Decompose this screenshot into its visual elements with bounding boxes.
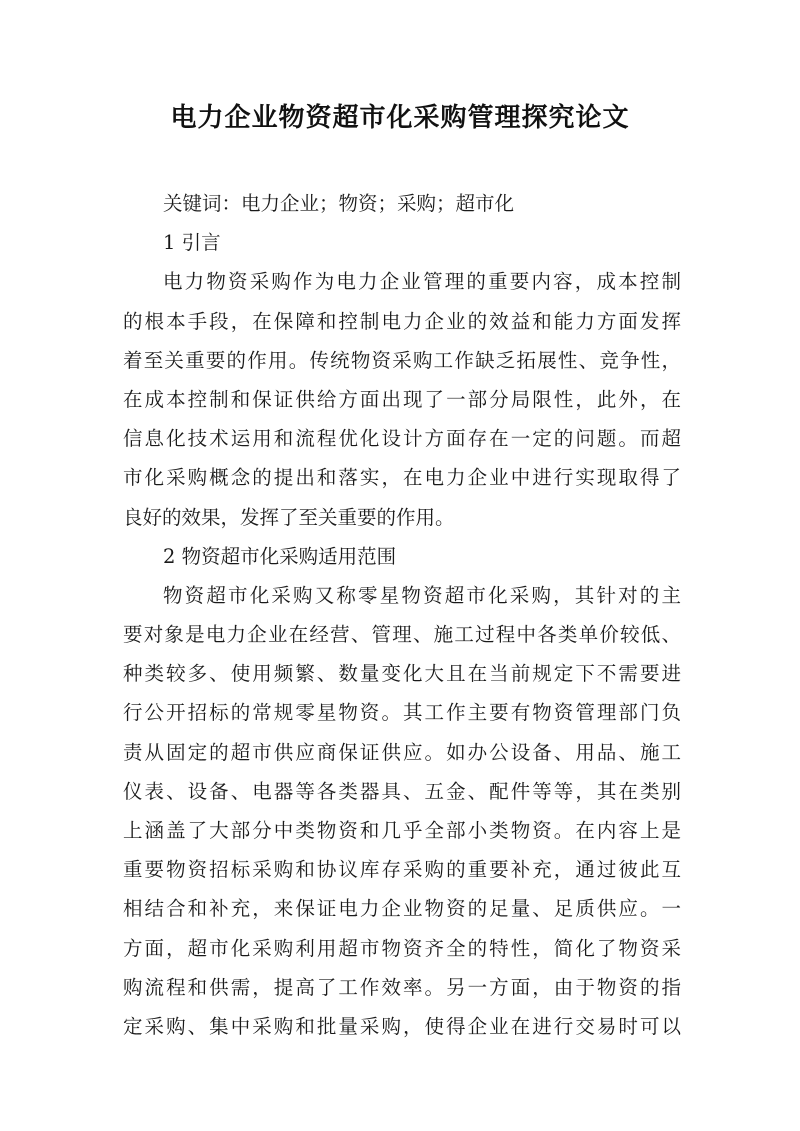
text-line: 信息化技术运用和流程优化设计方面存在一定的问题。而超	[123, 427, 681, 451]
text-line: 仪表、设备、电器等各类器具、五金、配件等等，其在类别	[123, 779, 681, 803]
text-line: 要对象是电力企业在经营、管理、施工过程中各类单价较低、	[123, 623, 681, 647]
text-line: 关键词：电力企业；物资；采购；超市化	[163, 192, 515, 215]
text-line: 购流程和供需，提高了工作效率。另一方面，由于物资的指	[123, 975, 681, 999]
text-line: 种类较多、使用频繁、数量变化大且在当前规定下不需要进	[123, 662, 681, 686]
text-line: 物资超市化采购又称零星物资超市化采购，其针对的主	[163, 583, 681, 607]
text-line: 行公开招标的常规零星物资。其工作主要有物资管理部门负	[123, 701, 681, 725]
text-line: 在成本控制和保证供给方面出现了一部分局限性，此外，在	[123, 387, 681, 411]
text-line: 2 物资超市化采购适用范围	[163, 544, 397, 568]
document-body	[123, 184, 681, 1046]
text-line: 责从固定的超市供应商保证供应。如办公设备、用品、施工	[123, 740, 681, 764]
text-line: 相结合和补充，来保证电力企业物资的足量、足质供应。一	[123, 897, 681, 921]
text-line: 的根本手段，在保障和控制电力企业的效益和能力方面发挥	[123, 309, 681, 333]
text-line: 重要物资招标采购和协议库存采购的重要补充，通过彼此互	[123, 858, 681, 882]
text-line: 方面，超市化采购利用超市物资齐全的特性，简化了物资采	[123, 936, 681, 960]
text-line: 着至关重要的作用。传统物资采购工作缺乏拓展性、竞争性，	[123, 348, 681, 372]
text-line: 定采购、集中采购和批量采购，使得企业在进行交易时可以	[123, 1014, 681, 1038]
text-line: 市化采购概念的提出和落实，在电力企业中进行实现取得了	[123, 466, 681, 490]
text-line: 电力物资采购作为电力企业管理的重要内容，成本控制	[163, 270, 681, 294]
text-line: 良好的效果，发挥了至关重要的作用。	[123, 505, 455, 529]
document-title: 电力企业物资超市化采购管理探究论文	[170, 103, 630, 133]
text-line: 1 引言	[163, 231, 221, 255]
text-line: 上涵盖了大部分中类物资和几乎全部小类物资。在内容上是	[123, 819, 681, 842]
